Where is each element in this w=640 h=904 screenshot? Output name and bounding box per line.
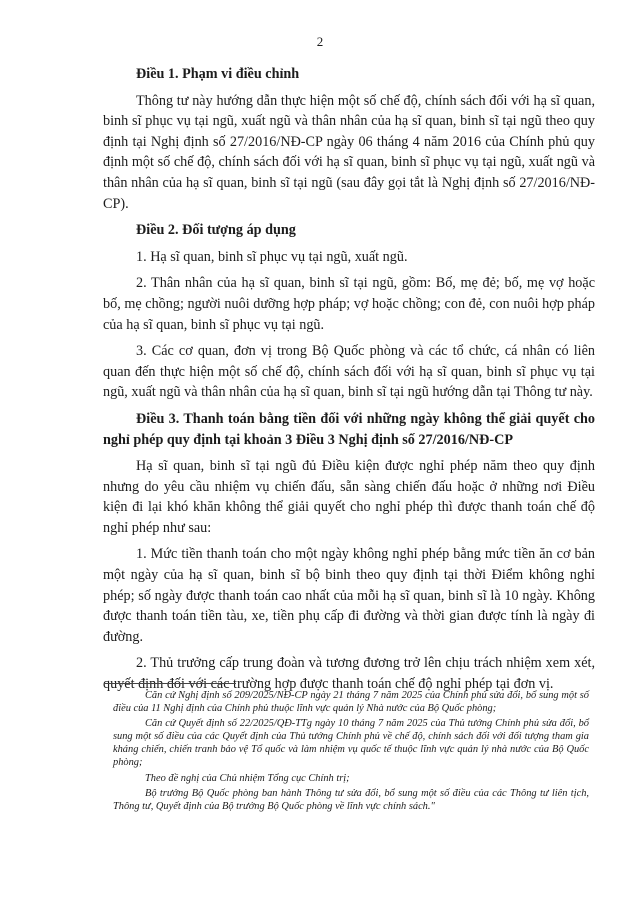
footnote-separator <box>104 683 236 684</box>
footnote-item: Bộ trưởng Bộ Quốc phòng ban hành Thông tư sửa đổi, bổ sung một số điều của các Thông tư liên tịch, Thông tư, Quyết định của Bộ trưởng Bộ Quốc phòng về lĩnh vực chính sách." <box>113 787 589 812</box>
footnote-item: Căn cứ Nghị định số 209/2025/NĐ-CP ngày 21 tháng 7 năm 2025 của Chính phủ sửa đổi, bổ sung một số điều của 11 Nghị định của Chính phủ thuộc lĩnh vực quản lý Nhà nước của Bộ Quốc phòng; <box>113 690 589 715</box>
article-2-clause-1: 1. Hạ sĩ quan, binh sĩ phục vụ tại ngũ, xuất ngũ. <box>136 248 408 265</box>
article-3-clause-2: 2. Thủ trưởng cấp trung đoàn và tương đương trở lên chịu trách nhiệm xem xét, quyết định đối với các trường hợp được thanh toán chế độ nghỉ phép tại đơn vị. <box>103 655 595 693</box>
article-2-clause-2: 2. Thân nhân của hạ sĩ quan, binh sĩ tại ngũ, gồm: Bố, mẹ đẻ; bố, mẹ vợ hoặc bố, mẹ chồng; người nuôi dưỡng hợp pháp; vợ hoặc chồng; con đẻ, con nuôi hợp pháp của hạ sĩ quan, binh sĩ phục vụ tại ngũ. <box>103 275 595 333</box>
footnotes <box>113 689 589 815</box>
article-1-paragraph: Thông tư này hướng dẫn thực hiện một số chế độ, chính sách đối với hạ sĩ quan, binh sĩ phục vụ tại ngũ, xuất ngũ và thân nhân của hạ sĩ quan, binh sĩ tại ngũ theo quy định tại Nghị định số 27/2016/NĐ-CP ngày 06 tháng 4 năm 2016 của Chính phủ quy định một số chế độ, chính sách đối với hạ sĩ quan, binh sĩ phục vụ tại ngũ, xuất ngũ và thân nhân của hạ sĩ quan, binh sĩ tại ngũ (sau đây gọi tắt là Nghị định số 27/2016/NĐ-CP). <box>103 92 595 212</box>
article-1-heading: Điều 1. Phạm vi điều chỉnh <box>136 66 300 82</box>
footnote-item: Theo đề nghị của Chủ nhiệm Tổng cục Chính trị; <box>145 772 350 784</box>
article-2 <box>103 220 595 403</box>
article-2-heading: Điều 2. Đối tượng áp dụng <box>136 222 296 239</box>
document-body <box>103 64 595 699</box>
article-1 <box>103 64 595 214</box>
footnote-item: Căn cứ Quyết định số 22/2025/QĐ-TTg ngày 10 tháng 7 năm 2025 của Thủ tướng Chính phủ sửa đổi, bổ sung một số điều của các Quyết định của Thủ tướng Chính phủ về chế độ, chính sách đối với đối tượng tham gia kháng chiến, chiến tranh bảo vệ Tổ quốc và làm nhiệm vụ quốc tế thuộc lĩnh vực quản lý nhà nước của Bộ Quốc phòng; <box>113 718 589 769</box>
article-3-intro: Hạ sĩ quan, binh sĩ tại ngũ đủ Điều kiện được nghỉ phép năm theo quy định nhưng do yêu cầu nhiệm vụ chiến đấu, sẵn sàng chiến đấu hoặc ở những nơi Điều kiện đi lại khó khăn không thể giải quyết cho nghỉ phép thì được thanh toán chế độ nghỉ phép như sau: <box>103 458 595 536</box>
page-number: 2 <box>316 34 324 49</box>
article-3-clause-1: 1. Mức tiền thanh toán cho một ngày không nghỉ phép bằng mức tiền ăn cơ bản một ngày của hạ sĩ quan, binh sĩ bộ binh theo quy định tại thời Điểm không nghỉ phép; số ngày được thanh toán cao nhất của mỗi hạ sĩ quan, binh sĩ là 10 ngày. Không được thanh toán tiền tàu, xe, tiền phụ cấp đi đường và thời gian được tính là ngày đi đường. <box>103 546 595 645</box>
article-2-clause-3: 3. Các cơ quan, đơn vị trong Bộ Quốc phòng và các tổ chức, cá nhân có liên quan đến thực hiện một số chế độ, chính sách đối với hạ sĩ quan, binh sĩ phục vụ tại ngũ, xuất ngũ và thân nhân của hạ sĩ quan, binh sĩ tại ngũ hướng dẫn tại Thông tư này. <box>103 343 595 401</box>
article-3-heading: Điều 3. Thanh toán bằng tiền đối với những ngày không thể giải quyết cho nghỉ phép quy định tại khoản 3 Điều 3 Nghị định số 27/2016/NĐ-CP <box>103 410 595 448</box>
article-3 <box>103 409 595 695</box>
